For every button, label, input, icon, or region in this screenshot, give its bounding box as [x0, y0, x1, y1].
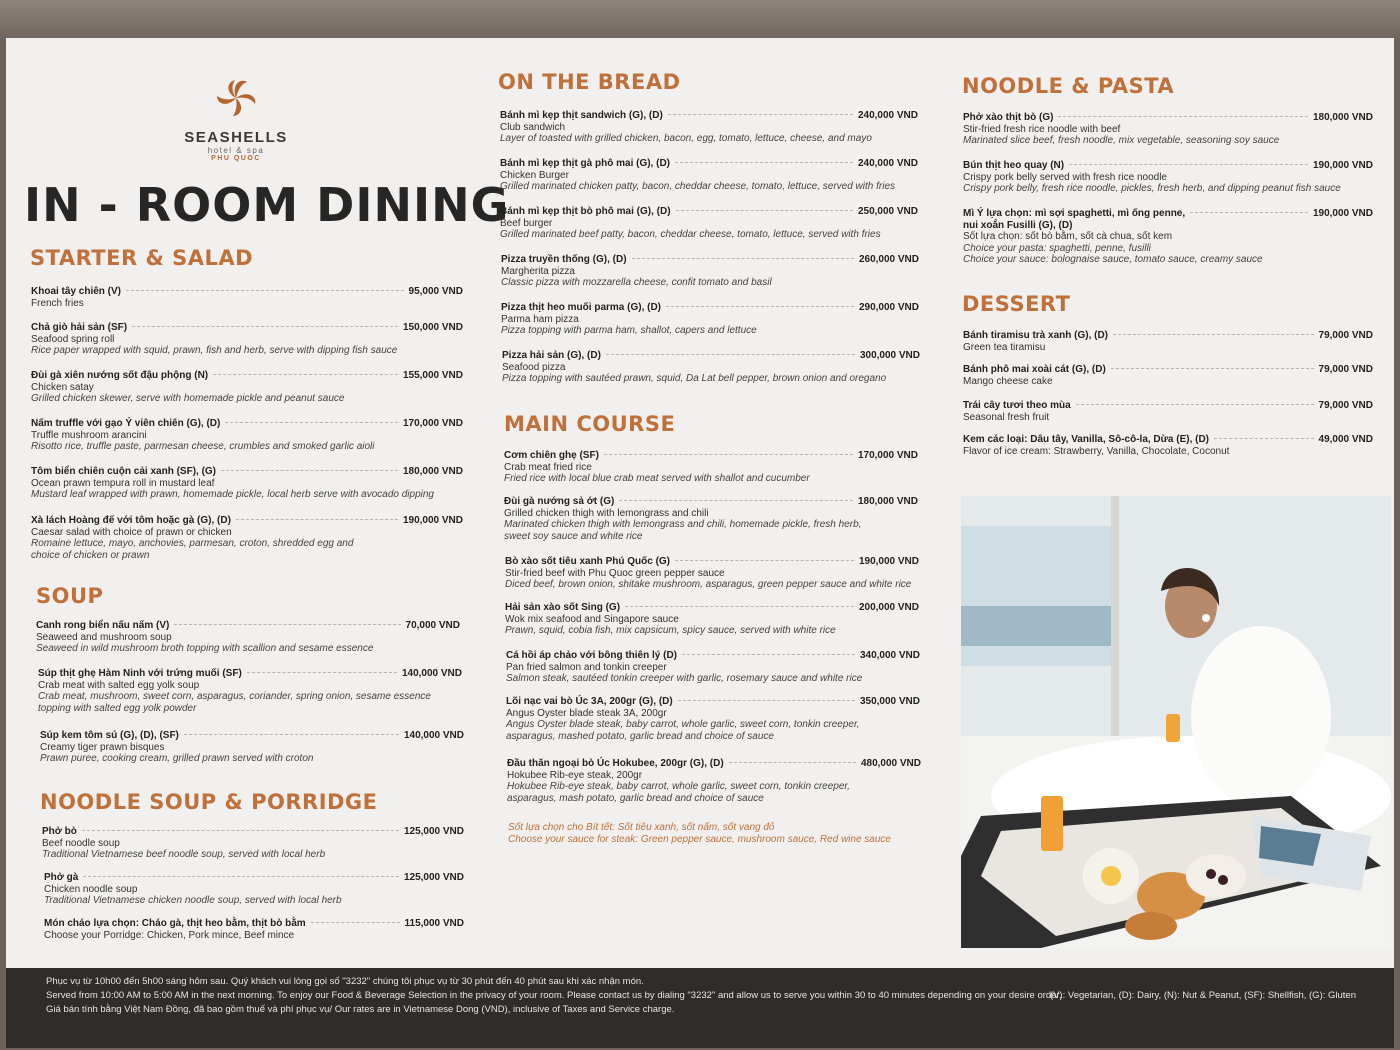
steak-sauce-note [508, 822, 891, 846]
item-description: Diced beef, brown onion, shitake mushroom, asparagus, green pepper sauce and white rice [505, 579, 912, 590]
footer-hours-vi: Phục vụ từ 10h00 đến 5h00 sáng hôm sau. Quý khách vui lòng gọi số "3232" chúng tôi phục vụ từ 30 phút đến 40 phút sau khi xác nhận món. [46, 976, 644, 987]
item-price: 190,000 VND [402, 515, 463, 526]
item-description: Rice paper wrapped with squid, prawn, fish and herb, serve with dipping fish sauce [31, 345, 398, 356]
menu-item [963, 434, 1373, 457]
menu-item [31, 322, 463, 357]
item-description: Hokubee Rib-eye steak, baby carrot, whole garlic, sweet corn, tonkin creeper, asparagus, mash potato, garlic bread and choice of sauce [507, 781, 850, 804]
menu-item [506, 650, 920, 685]
item-english: Stir-fried beef with Phu Quoc green pepper sauce [505, 567, 725, 579]
item-price: 250,000 VND [857, 206, 918, 217]
item-price: 125,000 VND [403, 826, 464, 837]
menu-item [42, 826, 464, 861]
item-name: Phở bò [42, 826, 77, 837]
item-price: 140,000 VND [403, 730, 464, 741]
item-description: Mustard leaf wrapped with prawn, homemade pickle, local herb serve with avocado dipping [31, 489, 434, 500]
item-price: 180,000 VND [857, 496, 918, 507]
menu-item [40, 730, 464, 765]
menu-sheet [6, 38, 1394, 1048]
menu-holder-frame [0, 0, 1400, 40]
item-english: Creamy tiger prawn bisques [40, 741, 165, 753]
menu-item [501, 302, 919, 337]
menu-item [963, 400, 1373, 423]
item-english: Truffle mushroom arancini [31, 429, 147, 441]
item-english: Stir-fried fresh rice noodle with beef [963, 123, 1121, 135]
item-english: Green tea tiramisu [963, 341, 1046, 353]
item-english: Seafood spring roll [31, 333, 115, 345]
page-title: IN - ROOM DINING [24, 178, 510, 232]
item-name: Phở xào thịt bò (G) [963, 112, 1054, 123]
item-description: Salmon steak, sautéed tonkin creeper with garlic, rosemary sauce and white rice [506, 673, 863, 684]
hotel-logo [156, 74, 316, 162]
item-english: Seasonal fresh fruit [963, 411, 1050, 423]
item-description: Traditional Vietnamese chicken noodle soup, served with local herb [44, 895, 342, 906]
item-description: Crispy pork belly, fresh rice noodle, pickles, fresh herb, and dipping peanut fish sauce [963, 183, 1341, 194]
item-name: Khoai tây chiên (V) [31, 286, 122, 297]
item-price: 290,000 VND [858, 302, 919, 313]
item-english: Sốt lựa chọn: sốt bò bằm, sốt cà chua, sốt kem [963, 231, 1173, 242]
item-name-continued: nui xoắn Fusilli (G), (D) [963, 219, 1073, 231]
item-price: 125,000 VND [403, 872, 464, 883]
section-title-noodle-pasta: NOODLE & PASTA [962, 74, 1175, 98]
item-name: Pizza truyền thống (G), (D) [501, 254, 627, 265]
dietary-legend: (V): Vegetarian, (D): Dairy, (N): Nut & Peanut, (SF): Shellfish, (G): Gluten [1049, 990, 1356, 1001]
menu-item [507, 758, 921, 804]
item-price: 240,000 VND [857, 110, 918, 121]
item-english: Choose your Porridge: Chicken, Pork mince, Beef mince [44, 929, 295, 941]
item-name: Bánh phô mai xoài cát (G), (D) [963, 364, 1106, 375]
item-description: Crab meat, mushroom, sweet corn, asparagus, coriander, spring onion, sesame essence topping with salted egg yolk powder [38, 691, 431, 714]
item-name: Đùi gà nướng sả ớt (G) [504, 496, 615, 507]
item-english: Grilled chicken thigh with lemongrass and chili [504, 507, 709, 519]
menu-item [31, 370, 463, 405]
menu-item [31, 466, 463, 501]
item-description: Seaweed in wild mushroom broth topping with scallion and sesame essence [36, 643, 374, 654]
item-english: Ocean prawn tempura roll in mustard leaf [31, 477, 215, 489]
item-description: Pizza topping with parma ham, shallot, capers and lettuce [501, 325, 757, 336]
item-description-sauce: Choice your sauce: bolognaise sauce, tomato sauce, creamy sauce [963, 254, 1263, 265]
menu-item [504, 450, 918, 485]
menu-item [963, 208, 1373, 266]
menu-item [505, 556, 919, 591]
section-title-soup: SOUP [36, 584, 104, 608]
item-price: 115,000 VND [404, 918, 464, 929]
item-price: 150,000 VND [402, 322, 463, 333]
item-price: 170,000 VND [857, 450, 918, 461]
item-name: Tôm biển chiên cuộn cải xanh (SF), (G) [31, 466, 217, 477]
item-name: Bánh tiramisu trà xanh (G), (D) [963, 330, 1109, 341]
item-english: Hokubee Rib-eye steak, 200gr [507, 769, 643, 781]
item-english: Chicken satay [31, 381, 94, 393]
menu-item [500, 110, 918, 145]
item-name: Chả giò hải sản (SF) [31, 322, 128, 333]
item-name: Bò xào sốt tiêu xanh Phú Quốc (G) [505, 556, 671, 567]
item-english: Crab meat fried rice [504, 461, 592, 473]
item-description: Prawn puree, cooking cream, grilled prawn served with croton [40, 753, 314, 764]
menu-item [963, 330, 1373, 353]
item-name: Bánh mì kẹp thịt bò phô mai (G), (D) [500, 206, 671, 217]
item-price: 70,000 VND [405, 620, 460, 631]
item-english: Beef noodle soup [42, 837, 120, 849]
item-name: Hải sản xào sốt Sing (G) [505, 602, 621, 613]
item-name: Súp thịt ghẹ Hàm Ninh với trứng muối (SF) [38, 668, 242, 679]
item-price: 49,000 VND [1318, 434, 1373, 445]
menu-item [31, 286, 463, 309]
item-price: 200,000 VND [858, 602, 919, 613]
menu-item [38, 668, 462, 714]
photo-illustration [961, 496, 1391, 948]
menu-item [963, 160, 1373, 195]
item-name: Súp kem tôm sú (G), (D), (SF) [40, 730, 179, 741]
section-title-noodle-soup: NOODLE SOUP & PORRIDGE [40, 790, 378, 814]
item-description: Traditional Vietnamese beef noodle soup, served with local herb [42, 849, 326, 860]
item-name: Bánh mì kẹp thịt gà phô mai (G), (D) [500, 158, 670, 169]
item-price: 79,000 VND [1318, 400, 1373, 411]
item-price: 190,000 VND [1312, 160, 1373, 171]
item-price: 79,000 VND [1318, 330, 1373, 341]
menu-item [501, 254, 919, 289]
item-name: Xà lách Hoàng đế với tôm hoặc gà (G), (D) [31, 515, 231, 526]
item-english: Wok mix seafood and Singapore sauce [505, 613, 679, 625]
menu-item [31, 418, 463, 453]
menu-item [44, 872, 464, 907]
item-name: Cá hồi áp chảo với bông thiên lý (D) [506, 650, 678, 661]
menu-item [504, 496, 918, 542]
seashell-logo-icon [201, 74, 271, 122]
section-title-dessert: DESSERT [962, 292, 1071, 316]
item-name: Đùi gà xiên nướng sốt đậu phộng (N) [31, 370, 209, 381]
item-name: Bún thịt heo quay (N) [963, 160, 1065, 171]
item-description: Fried rice with local blue crab meat served with shallot and cucumber [504, 473, 810, 484]
item-description: Marinated chicken thigh with lemongrass and chili, homemade pickle, fresh herb, sweet soy sauce and white rice [504, 519, 862, 542]
item-description: Choice your pasta: spaghetti, penne, fusilli [963, 242, 1151, 254]
item-name: Món cháo lựa chọn: Cháo gà, thịt heo bằm, thịt bò bằm [44, 918, 306, 929]
item-english: French fries [31, 297, 84, 309]
item-english: Chicken noodle soup [44, 883, 138, 895]
menu-item [506, 696, 920, 742]
item-description: Grilled chicken skewer, serve with homemade pickle and peanut sauce [31, 393, 345, 404]
item-description: Pizza topping with sautéed prawn, squid, Da Lat bell pepper, brown onion and oregano [502, 373, 887, 384]
item-price: 180,000 VND [402, 466, 463, 477]
menu-item [31, 515, 463, 561]
item-english: Seafood pizza [502, 361, 566, 373]
menu-item [36, 620, 460, 655]
footer-pricing-note: Giá bán tính bằng Việt Nam Đồng, đã bao gồm thuế và phí phục vụ/ Our rates are in Vietnamese Dong (VND), inclusive of Taxes and Service charge. [46, 1004, 675, 1015]
item-price: 260,000 VND [858, 254, 919, 265]
item-price: 190,000 VND [1312, 208, 1373, 219]
menu-item [963, 364, 1373, 387]
item-english: Crispy pork belly served with fresh rice noodle [963, 171, 1167, 183]
item-english: Seaweed and mushroom soup [36, 631, 172, 643]
menu-item [500, 206, 918, 241]
item-description: Classic pizza with mozzarella cheese, confit tomato and basil [501, 277, 772, 288]
item-english: Margherita pizza [501, 265, 575, 277]
section-title-starter: STARTER & SALAD [30, 246, 254, 270]
item-name: Kem các loại: Dâu tây, Vanilla, Sô-cô-la, Dừa (E), (D) [963, 434, 1210, 445]
item-description: Prawn, squid, cobia fish, mix capsicum, spicy sauce, served with white rice [505, 625, 836, 636]
item-name: Mì Ý lựa chọn: mì sợi spaghetti, mì ống penne, [963, 208, 1186, 219]
item-english: Mango cheese cake [963, 375, 1053, 387]
item-price: 190,000 VND [858, 556, 919, 567]
item-price: 340,000 VND [859, 650, 920, 661]
menu-footer [6, 968, 1394, 1048]
menu-item [500, 158, 918, 193]
brand-name: SEASHELLS [184, 129, 288, 146]
item-price: 350,000 VND [859, 696, 920, 707]
item-name: Bánh mì kẹp thịt sandwich (G), (D) [500, 110, 663, 121]
item-english: Chicken Burger [500, 169, 569, 181]
item-description: Grilled marinated beef patty, bacon, cheddar cheese, tomato, lettuce, served with fries [500, 229, 881, 240]
breakfast-in-bed-photo [961, 496, 1391, 948]
item-name: Cơm chiên ghẹ (SF) [504, 450, 599, 461]
item-english: Club sandwich [500, 121, 566, 133]
section-title-main-course: MAIN COURSE [504, 412, 676, 436]
brand-location: PHU QUOC [211, 155, 261, 162]
item-name: Phở gà [44, 872, 79, 883]
item-name: Lõi nạc vai bò Úc 3A, 200gr (G), (D) [506, 696, 673, 707]
item-description: Angus Oyster blade steak, baby carrot, whole garlic, sweet corn, tonkin creeper, asparagus, mashed potato, garlic bread and choice of sauce [506, 719, 860, 742]
item-price: 240,000 VND [857, 158, 918, 169]
item-name: Pizza thịt heo muối parma (G), (D) [501, 302, 662, 313]
item-price: 95,000 VND [408, 286, 463, 297]
item-english: Caesar salad with choice of prawn or chicken [31, 526, 232, 538]
item-price: 180,000 VND [1312, 112, 1373, 123]
brand-subtitle: hotel & spa [207, 146, 265, 155]
item-price: 155,000 VND [402, 370, 463, 381]
item-name: Pizza hải sản (G), (D) [502, 350, 601, 361]
item-name: Trái cây tươi theo mùa [963, 400, 1071, 411]
item-english: Pan fried salmon and tonkin creeper [506, 661, 667, 673]
item-name: Nấm truffle với gạo Ý viên chiên (G), (D) [31, 418, 221, 429]
menu-item [505, 602, 919, 637]
item-description: Marinated slice beef, fresh noodle, mix vegetable, seasoning soy sauce [963, 135, 1280, 146]
item-english: Crab meat with salted egg yolk soup [38, 679, 200, 691]
item-description: Risotto rice, truffle paste, parmesan cheese, crumbles and smoked garlic aioli [31, 441, 375, 452]
item-description: Layer of toasted with grilled chicken, bacon, egg, tomato, lettuce, cheese, and mayo [500, 133, 872, 144]
menu-item [44, 918, 464, 941]
footer-hours-en: Served from 10:00 AM to 5:00 AM in the next morning. To enjoy our Food & Beverage Selection in the privacy of your room. Please contact us by dialing "3232" and allow us to serve you within 30 to 40 minutes depending on your desire order. [46, 990, 1062, 1001]
item-name: Đầu thăn ngoại bò Úc Hokubee, 200gr (G), (D) [507, 758, 724, 769]
steak-sauce-note-vi: Sốt lựa chọn cho Bít tết: Sốt tiêu xanh, sốt nấm, sốt vang đỏ [508, 822, 775, 833]
section-title-bread: ON THE BREAD [498, 70, 681, 94]
menu-item [963, 112, 1373, 147]
item-price: 140,000 VND [401, 668, 462, 679]
item-name: Canh rong biển nấu nấm (V) [36, 620, 170, 631]
item-english: Flavor of ice cream: Strawberry, Vanilla, Chocolate, Coconut [963, 445, 1230, 457]
item-english: Parma ham pizza [501, 313, 579, 325]
item-price: 170,000 VND [402, 418, 463, 429]
item-price: 480,000 VND [860, 758, 921, 769]
item-price: 79,000 VND [1318, 364, 1373, 375]
item-description: Grilled marinated chicken patty, bacon, cheddar cheese, tomato, lettuce, served with fries [500, 181, 896, 192]
item-english: Beef burger [500, 217, 553, 229]
item-price: 300,000 VND [859, 350, 920, 361]
steak-sauce-note-en: Choose your sauce for steak: Green pepper sauce, mushroom sauce, Red wine sauce [508, 834, 891, 845]
item-description: Romaine lettuce, mayo, anchovies, parmesan, croton, shredded egg and choice of chicken or prawn [31, 538, 354, 561]
item-english: Angus Oyster blade steak 3A, 200gr [506, 707, 667, 719]
menu-item [502, 350, 920, 385]
